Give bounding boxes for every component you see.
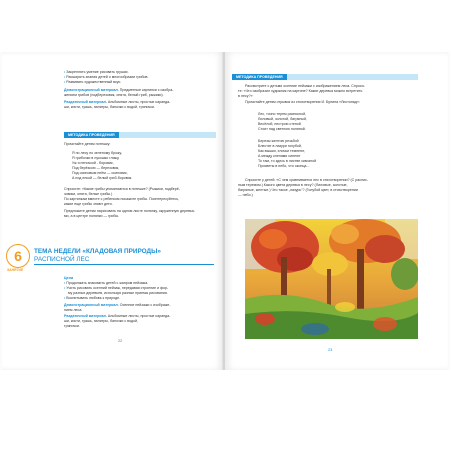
goal-bullet: • Расширять знания детей о многообразии грибов. (64, 75, 148, 80)
question-text: ным теремом.) Какого цвета деревья в лесу? (Лиловые, золотые, (238, 183, 348, 187)
demo-material-text-2: жением грибов (подберезовик, опята, белый гриб, рыжики). (64, 93, 164, 97)
question-text: — небо.) (238, 193, 253, 197)
poem-line: Просветы в небо, что оконца... (258, 164, 310, 168)
handout2-text-3: тряпочки. (64, 324, 80, 328)
demo-material-label: Демонстрационный материал. (64, 88, 119, 92)
page-number-right: 23 (328, 348, 333, 352)
topic-subtitle: РАСПИСНОЙ ЛЕС (34, 256, 90, 263)
autumn-forest-painting (245, 219, 418, 339)
demo2-text: Осенние пейзажи с изображе- (119, 303, 171, 307)
goal-bullet: • Развивать художественный вкус. (64, 80, 121, 85)
section-header: МЕТОДИКА ПРОВЕДЕНИЯ (64, 132, 119, 138)
poem-line: То там, то здесь в листве сквозной (258, 159, 317, 163)
handout-text: Альбомные листы, простые каранда- (107, 100, 171, 104)
page-number-left: 22 (118, 339, 123, 343)
demo2-text-2: нием леса. (64, 308, 83, 312)
intro-text: Рассмотрите с детьми осенние пейзажи с изображением леса. Спроси- (245, 84, 365, 88)
question-text: какие еще грибы знают дети. (64, 202, 113, 206)
handout2-text-2: ши, кисти, гуашь, палитры, баночки с водой, (64, 319, 139, 323)
poem-line: Я по лесу по зеленому брожу, (72, 151, 122, 155)
intro-text: Прочитайте детям потешку: (64, 142, 111, 146)
handout-label: Раздаточный материал. (64, 100, 107, 104)
lesson-word: ЗАНЯТИЕ (7, 268, 24, 272)
task-text: Предложите детям нарисовать на одном листе полянку, окруженную деревья- (64, 209, 196, 213)
handout2-label: Раздаточный материал. (64, 314, 107, 318)
goal-bullet: • Продолжать знакомить детей с жанром пейзажа. (64, 281, 148, 286)
demo2-label: Демонстрационный материал. (64, 303, 119, 307)
lesson-number-badge: 6 (6, 244, 30, 268)
goal-bullet: • Воспитывать любовь к природе. (64, 296, 120, 301)
demo-material-text: Предметные картинки с изобра- (119, 88, 174, 92)
poem-line: Я грибочки в лукошко гляжу, (72, 156, 120, 160)
goal-bullet: • Закреплять умение рисовать грушах. (64, 70, 129, 75)
poem-line: Уж я пеночкой - боровик, (72, 161, 114, 165)
handout2-text: Альбомные листы, простые каранда- (107, 314, 171, 318)
poem-line: Под осиновым пнём — осиновик, (72, 171, 128, 175)
poem-line: Лес, точно терем расписной, (258, 112, 307, 116)
poem-line: Весёлой, пестрою стеной (258, 122, 301, 126)
poem-line: А между кленами синеют (258, 154, 301, 158)
poem-line: Лиловый, золотой, багряный, (258, 117, 307, 121)
poem-line: Березы желтою резьбой (258, 139, 299, 143)
goal-continuation: му разных деревьев, используя разные приемы рисования. (68, 291, 168, 295)
painting-image (245, 219, 418, 339)
poem-line: Блестят в лазури голубой, (258, 144, 302, 148)
section-header: МЕТОДИКА ПРОВЕДЕНИЯ (232, 74, 287, 80)
topic-title: ТЕМА НЕДЕЛИ «КЛАДОВАЯ ПРИРОДЫ» (34, 248, 161, 255)
intro-text: в лесу?» (238, 94, 253, 98)
poem-line: Под берёзкою — березовик, (72, 166, 120, 170)
goals-label: Цели (64, 276, 74, 280)
intro-text: те: «Что изобразил художник на картине? Какие деревья можно встретить (238, 89, 363, 93)
poem-line: А под елкой — белый гриб-боровик. (72, 176, 133, 180)
question-text: багряные, желтые.) Что такое „лазурь“? (Голубой цвет, в стихотворении (238, 188, 358, 192)
question-text: По картинкам вместе с ребенком покажите грибы. Поинтересуйтесь, (64, 197, 180, 201)
question-text: Спросите у детей: «С чем сравнивается лес в стихотворении? (С распис- (245, 178, 369, 182)
question-text: зовики, опята, белые грибы.) (64, 192, 113, 196)
question-text: Спросите: «Какие грибы упоминаются в потешке? (Рыжики, подберё- (64, 187, 180, 191)
poem-line: Стоит над светлою поляной. (258, 127, 306, 131)
goal-bullet: • Учить рисовать осенний пейзаж, передавая строение и фор- (64, 286, 168, 291)
task-text: ми, а в центре полянки — грибы. (64, 214, 120, 218)
poem-intro: Прочитайте детям отрывок из стихотворения И. Бунина «Листопад»: (245, 100, 360, 104)
poem-line: Как вышки, елочки темнеют, (258, 149, 305, 153)
topic-divider (34, 264, 214, 265)
handout-text-2: ши, кисти, гуашь, палитры, баночки с водой, тряпочки. (64, 105, 155, 109)
